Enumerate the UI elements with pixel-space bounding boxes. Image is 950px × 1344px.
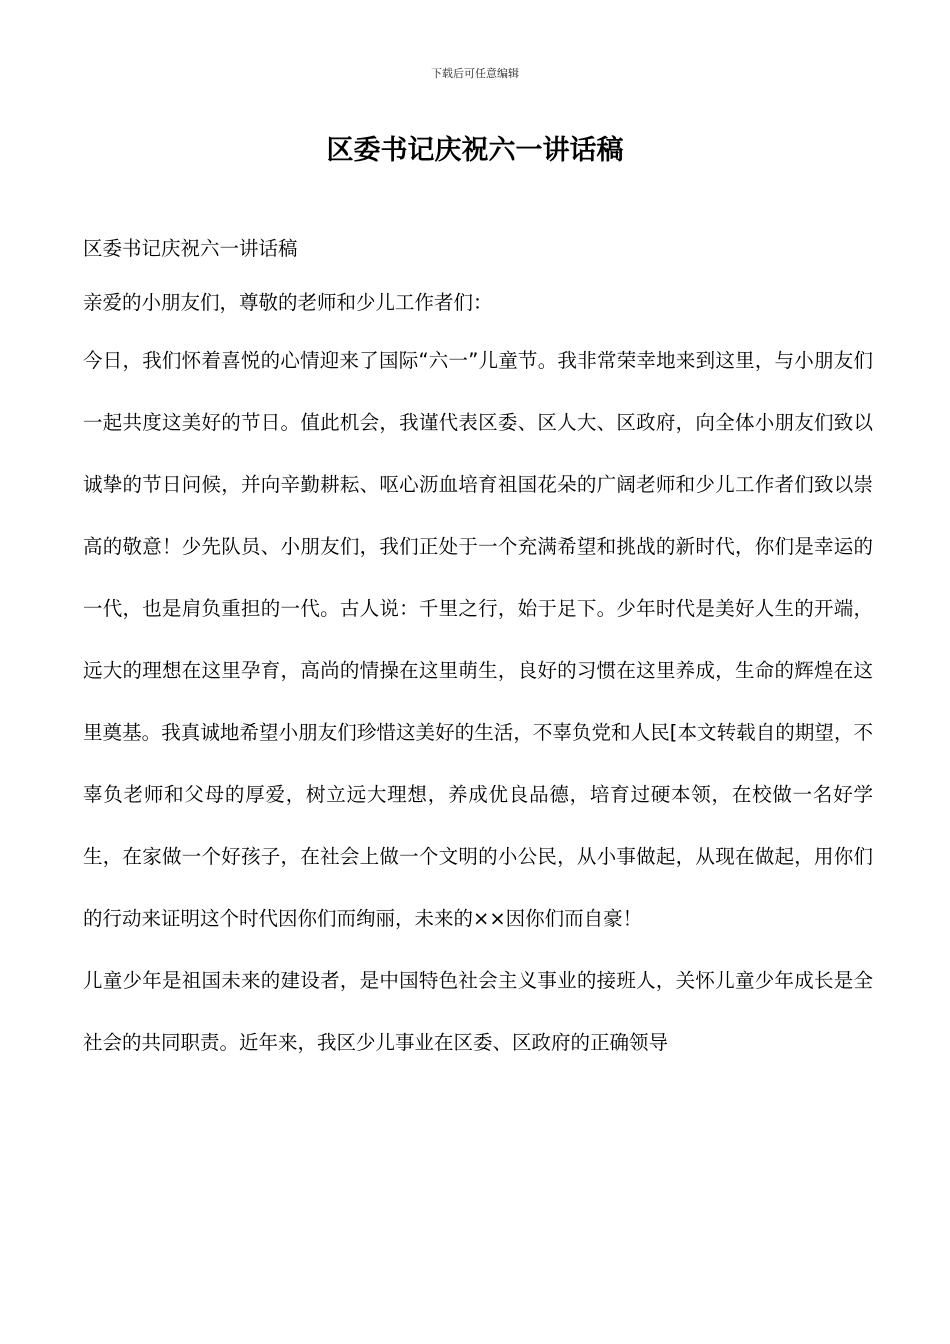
subtitle-paragraph: 区委书记庆祝六一讲话稿 xyxy=(83,237,298,260)
header-note: 下载后可任意编辑 xyxy=(431,67,519,80)
document-body xyxy=(83,222,873,1074)
salutation-paragraph: 亲爱的小朋友们，尊敬的老师和少儿工作者们： xyxy=(83,291,493,314)
body-paragraph: 今日，我们怀着喜悦的心情迎来了国际“六一”儿童节。我非常荣幸地来到这里，与小朋友们一起共度这美好的节日。值此机会，我谨代表区委、区人大、区政府，向全体小朋友们致以诚挚的节日问候，并向辛勤耕耘、呕心沥血培育祖国花朵的广阔老师和少儿工作者们致以崇高的敬意！少先队员、小朋友们，我们正处于一个充满希望和挑战的新时代，你们是幸运的一代，也是肩负重担的一代。古人说：千里之行，始于足下。少年时代是美好人生的开端，远大的理想在这里孕育，高尚的情操在这里萌生，良好的习惯在这里养成，生命的辉煌在这里奠基。我真诚地希望小朋友们珍惜这美好的生活，不辜负党和人民[本文转载自的期望，不辜负老师和父母的厚爱，树立远大理想，养成优良品德，培育过硬本领，在校做一名好学生，在家做一个好孩子，在社会上做一个文明的小公民，从小事做起，从现在做起，用你们的行动来证明这个时代因你们而绚丽，未来的××因你们而自豪！ xyxy=(83,349,873,930)
body-paragraph: 儿童少年是祖国未来的建设者，是中国特色社会主义事业的接班人，关怀儿童少年成长是全社会的共同职责。近年来，我区少儿事业在区委、区政府的正确领导 xyxy=(83,969,873,1054)
document-title: 区委书记庆祝六一讲话稿 xyxy=(326,135,624,166)
